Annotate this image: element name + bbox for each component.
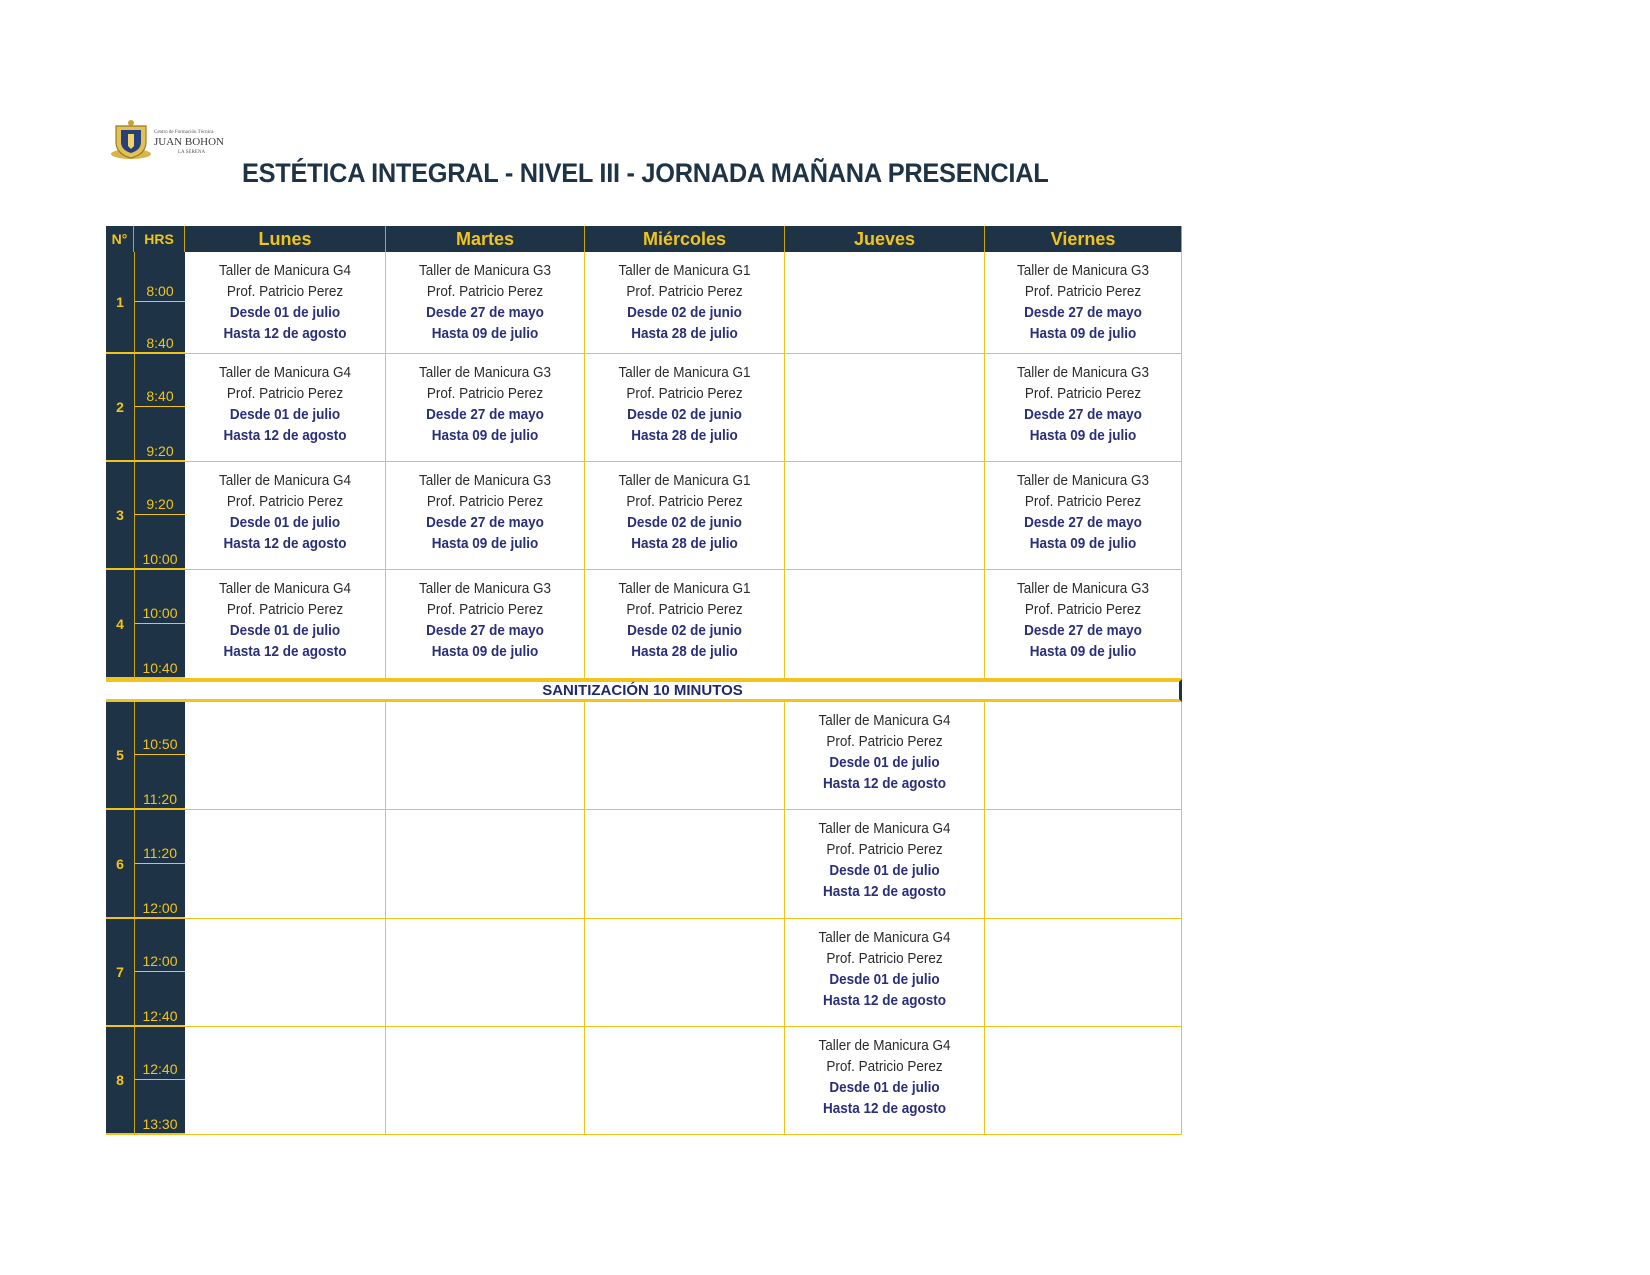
- schedule-cell: [386, 570, 585, 679]
- course-name: Taller de Manicura G1: [618, 472, 751, 489]
- crest-icon: [108, 118, 154, 162]
- end-time: 13:30: [142, 1116, 178, 1132]
- course-name: Taller de Manicura G1: [618, 364, 751, 381]
- start-time: 10:00: [135, 570, 185, 624]
- course-name: Taller de Manicura G3: [418, 364, 552, 381]
- period-time: [134, 810, 185, 919]
- professor-name: Prof. Patricio Perez: [226, 493, 344, 510]
- schedule-cell: [785, 1027, 985, 1135]
- end-time: 11:20: [143, 791, 177, 807]
- schedule-cell: [185, 570, 386, 679]
- start-date: Desde 27 de mayo: [1024, 622, 1142, 639]
- end-time: 8:40: [146, 335, 174, 351]
- start-date: Desde 02 de junio: [627, 622, 742, 639]
- schedule-cell: [985, 252, 1182, 354]
- schedule-cell: [785, 702, 985, 810]
- end-time: 12:40: [142, 1008, 178, 1024]
- schedule-cell: [985, 919, 1182, 1027]
- course-name: Taller de Manicura G4: [818, 820, 951, 837]
- period-number: 7: [106, 919, 134, 1027]
- column-header-day: Miércoles: [585, 226, 785, 252]
- course-name: Taller de Manicura G4: [818, 712, 951, 729]
- end-date: Hasta 12 de agosto: [822, 883, 947, 900]
- course-name: Taller de Manicura G4: [218, 364, 352, 381]
- period-number: 1: [106, 252, 134, 354]
- end-date: Hasta 28 de julio: [631, 427, 738, 444]
- end-date: Hasta 09 de julio: [431, 535, 539, 552]
- end-date: Hasta 09 de julio: [431, 325, 539, 342]
- start-date: Desde 01 de julio: [829, 1079, 940, 1096]
- schedule-cell: [985, 702, 1182, 810]
- start-time: 12:40: [135, 1027, 185, 1080]
- schedule-cell: [785, 354, 985, 462]
- professor-name: Prof. Patricio Perez: [226, 283, 344, 300]
- period-time: [134, 570, 185, 679]
- start-time: 8:00: [135, 252, 185, 302]
- schedule-cell: [386, 252, 585, 354]
- start-date: Desde 01 de julio: [229, 622, 341, 639]
- schedule-cell: [585, 810, 785, 919]
- course-name: Taller de Manicura G3: [1016, 580, 1150, 597]
- sanitization-band: SANITIZACIÓN 10 MINUTOS: [106, 679, 1182, 702]
- schedule-cell: [785, 570, 985, 679]
- end-date: Hasta 12 de agosto: [223, 643, 347, 660]
- professor-name: Prof. Patricio Perez: [1024, 283, 1142, 300]
- schedule-cell: [386, 354, 585, 462]
- logo-line-1: Centro de Formación Técnica: [154, 130, 214, 135]
- professor-name: Prof. Patricio Perez: [626, 493, 743, 510]
- schedule-cell: [785, 810, 985, 919]
- start-date: Desde 27 de mayo: [426, 304, 544, 321]
- start-date: Desde 27 de mayo: [1024, 304, 1142, 321]
- schedule-cell: [185, 810, 386, 919]
- course-name: Taller de Manicura G4: [818, 1037, 951, 1054]
- course-name: Taller de Manicura G4: [818, 929, 951, 946]
- logo-line-2: JUAN BOHON: [154, 136, 224, 148]
- column-header-day: Jueves: [785, 226, 985, 252]
- end-date: Hasta 12 de agosto: [822, 992, 947, 1009]
- start-date: Desde 27 de mayo: [1024, 514, 1142, 531]
- column-header-day: Lunes: [185, 226, 386, 252]
- end-date: Hasta 12 de agosto: [223, 325, 347, 342]
- start-time: 12:00: [135, 919, 185, 972]
- schedule-cell: [185, 354, 386, 462]
- professor-name: Prof. Patricio Perez: [826, 841, 943, 858]
- course-name: Taller de Manicura G1: [618, 262, 751, 279]
- end-date: Hasta 09 de julio: [1029, 427, 1137, 444]
- course-name: Taller de Manicura G4: [218, 580, 352, 597]
- professor-name: Prof. Patricio Perez: [1024, 601, 1142, 618]
- schedule-cell: [985, 810, 1182, 919]
- schedule-cell: [585, 919, 785, 1027]
- logo-line-3: LA SERENA: [178, 150, 206, 155]
- professor-name: Prof. Patricio Perez: [226, 601, 344, 618]
- professor-name: Prof. Patricio Perez: [826, 950, 943, 967]
- professor-name: Prof. Patricio Perez: [426, 283, 544, 300]
- professor-name: Prof. Patricio Perez: [426, 385, 544, 402]
- schedule-cell: [386, 702, 585, 810]
- schedule-table: [106, 226, 1182, 1139]
- end-time: 10:40: [142, 660, 178, 676]
- schedule-cell: [386, 1027, 585, 1135]
- end-date: Hasta 28 de julio: [631, 325, 738, 342]
- end-time: 10:00: [142, 551, 178, 567]
- schedule-cell: [386, 919, 585, 1027]
- period-number: 5: [106, 702, 134, 810]
- period-time: [134, 252, 185, 354]
- end-date: Hasta 12 de agosto: [223, 535, 347, 552]
- schedule-cell: [185, 252, 386, 354]
- schedule-cell: [985, 354, 1182, 462]
- schedule-cell: [585, 570, 785, 679]
- start-date: Desde 01 de julio: [829, 862, 940, 879]
- professor-name: Prof. Patricio Perez: [426, 601, 544, 618]
- period-time: [134, 702, 185, 810]
- period-time: [134, 354, 185, 462]
- schedule-cell: [185, 462, 386, 570]
- schedule-cell: [185, 1027, 386, 1135]
- period-time: [134, 462, 185, 570]
- schedule-cell: [785, 919, 985, 1027]
- professor-name: Prof. Patricio Perez: [626, 283, 743, 300]
- professor-name: Prof. Patricio Perez: [626, 385, 743, 402]
- page-title: ESTÉTICA INTEGRAL - NIVEL III - JORNADA MAÑANA PRESENCIAL: [242, 158, 1049, 188]
- schedule-cell: [585, 702, 785, 810]
- start-date: Desde 27 de mayo: [426, 406, 544, 423]
- start-date: Desde 01 de julio: [829, 971, 940, 988]
- column-header-day: Viernes: [985, 226, 1182, 252]
- end-time: 12:00: [142, 900, 178, 916]
- start-time: 11:20: [135, 810, 185, 864]
- schedule-cell: [785, 252, 985, 354]
- end-time: 9:20: [146, 443, 174, 459]
- period-number: 4: [106, 570, 134, 679]
- end-date: Hasta 09 de julio: [431, 643, 539, 660]
- start-time: 9:20: [135, 462, 185, 515]
- schedule-cell: [785, 462, 985, 570]
- end-date: Hasta 12 de agosto: [223, 427, 347, 444]
- end-date: Hasta 09 de julio: [1029, 643, 1137, 660]
- column-header-hrs: HRS: [134, 226, 185, 252]
- course-name: Taller de Manicura G3: [1016, 262, 1150, 279]
- column-header-day: Martes: [386, 226, 585, 252]
- schedule-cell: [985, 462, 1182, 570]
- institution-logo: [108, 118, 228, 162]
- start-date: Desde 02 de junio: [627, 514, 742, 531]
- schedule-cell: [985, 570, 1182, 679]
- period-number: 6: [106, 810, 134, 919]
- start-date: Desde 02 de junio: [627, 304, 742, 321]
- end-date: Hasta 28 de julio: [631, 535, 738, 552]
- schedule-cell: [985, 1027, 1182, 1135]
- professor-name: Prof. Patricio Perez: [426, 493, 544, 510]
- start-date: Desde 01 de julio: [229, 514, 341, 531]
- start-date: Desde 27 de mayo: [1024, 406, 1142, 423]
- end-date: Hasta 12 de agosto: [822, 1100, 947, 1117]
- professor-name: Prof. Patricio Perez: [226, 385, 344, 402]
- professor-name: Prof. Patricio Perez: [1024, 493, 1142, 510]
- professor-name: Prof. Patricio Perez: [826, 733, 943, 750]
- end-date: Hasta 09 de julio: [1029, 535, 1137, 552]
- course-name: Taller de Manicura G3: [418, 580, 552, 597]
- schedule-cell: [585, 354, 785, 462]
- course-name: Taller de Manicura G3: [418, 262, 552, 279]
- course-name: Taller de Manicura G4: [218, 472, 352, 489]
- course-name: Taller de Manicura G3: [1016, 472, 1150, 489]
- start-time: 10:50: [135, 702, 185, 755]
- course-name: Taller de Manicura G3: [418, 472, 552, 489]
- period-number: 2: [106, 354, 134, 462]
- course-name: Taller de Manicura G1: [618, 580, 751, 597]
- end-date: Hasta 12 de agosto: [822, 775, 947, 792]
- start-date: Desde 01 de julio: [229, 406, 341, 423]
- schedule-cell: [585, 252, 785, 354]
- start-date: Desde 01 de julio: [229, 304, 341, 321]
- column-header-num: N°: [106, 226, 134, 252]
- start-time: 8:40: [135, 354, 185, 407]
- schedule-cell: [585, 1027, 785, 1135]
- period-time: [134, 919, 185, 1027]
- start-date: Desde 27 de mayo: [426, 514, 544, 531]
- professor-name: Prof. Patricio Perez: [1024, 385, 1142, 402]
- course-name: Taller de Manicura G3: [1016, 364, 1150, 381]
- schedule-cell: [585, 462, 785, 570]
- schedule-cell: [386, 810, 585, 919]
- period-number: 3: [106, 462, 134, 570]
- end-date: Hasta 28 de julio: [631, 643, 738, 660]
- start-date: Desde 02 de junio: [627, 406, 742, 423]
- start-date: Desde 27 de mayo: [426, 622, 544, 639]
- schedule-cell: [386, 462, 585, 570]
- schedule-cell: [185, 702, 386, 810]
- schedule-cell: [185, 919, 386, 1027]
- end-date: Hasta 09 de julio: [1029, 325, 1137, 342]
- professor-name: Prof. Patricio Perez: [826, 1058, 943, 1075]
- professor-name: Prof. Patricio Perez: [626, 601, 743, 618]
- period-number: 8: [106, 1027, 134, 1135]
- period-time: [134, 1027, 185, 1135]
- start-date: Desde 01 de julio: [829, 754, 940, 771]
- course-name: Taller de Manicura G4: [218, 262, 352, 279]
- end-date: Hasta 09 de julio: [431, 427, 539, 444]
